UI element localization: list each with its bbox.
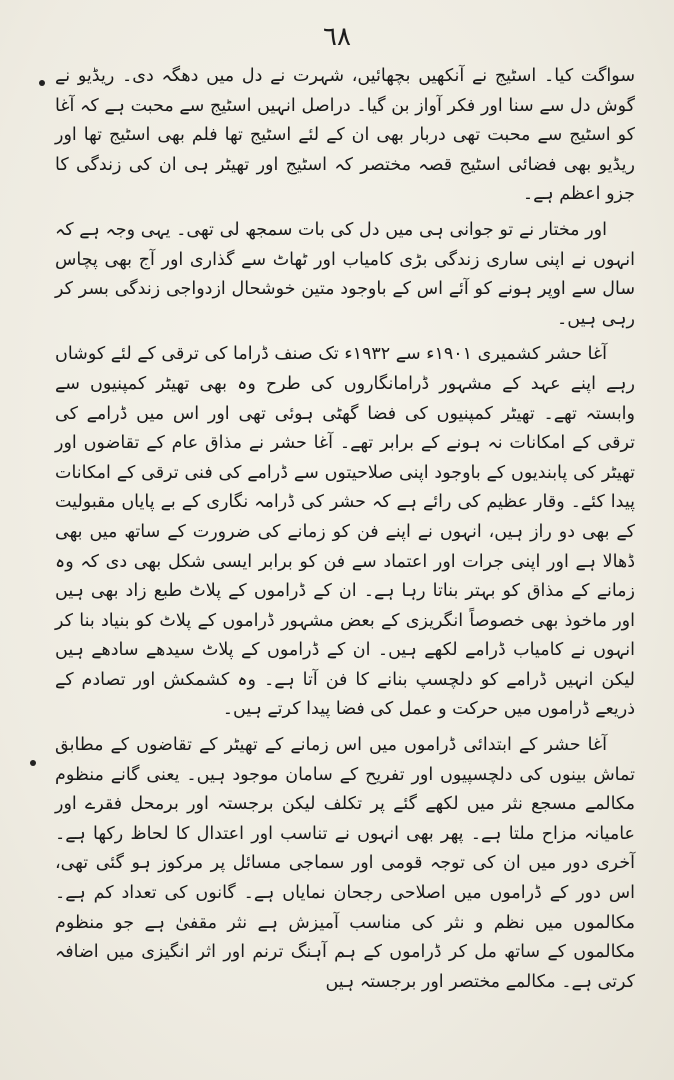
paragraph: اور مختار نے تو جوانی ہی میں دل کی بات سمجھ لی تھی۔ یہی وجہ ہے کہ انہوں نے اپنی ساری زندگی بڑی کامیاب اور ٹھاٹ سے گذاری اور آج بھی پچاس سال سے اوپر ہونے کو آئے اس کے باوجود متین خوشحال ازدواجی زندگی بسر کر رہی ہیں۔ (55, 219, 635, 329)
paragraph: آغا حشر کے ابتدائی ڈراموں میں اس زمانے کے تھیٹر کے تقاضوں کے مطابق تماش بینوں کی دلچسپیوں اور تفریح کے سامان موجود ہیں۔ یعنی گانے منظوم مکالمے مسجع نثر میں لکھے گئے پر تکلف لیکن برجستہ اور برمحل فقرے اور عامیانہ مزاح ملتا ہے۔ پھر بھی انہوں نے تناسب اور اعتدال کا لحاظ رکھا ہے۔ آخری دور میں ان کی توجہ قومی اور سماجی مسائل پر مرکوز ہو گئی تھی، اس دور کے ڈراموں میں اصلاحی رجحان نمایاں ہے۔ گانوں کی تعداد کم ہے۔ مکالموں میں نظم و نثر کی مناسب آمیزش ہے نثر مقفیٰ ہے جو منظوم مکالموں کے ساتھ مل کر ڈراموں کے ہم آہنگ ترنم اور اثر انگیزی میں اضافہ کرتی ہے۔ مکالمے مختصر اور برجستہ ہیں (55, 735, 635, 992)
page-number: ٦٨ (323, 22, 351, 52)
paragraph: آغا حشر کشمیری ۱۹۰۱ء سے ۱۹۳۲ء تک صنف ڈراما کی ترقی کے لئے کوشاں رہے اپنے عہد کے مشہور ڈرامانگاروں کی طرح وہ بھی تھیٹر کمپنیوں سے وابستہ تھے۔ تھیٹر کمپنیوں کی فضا گھٹی ہوئی تھی اور اس میں ڈرامے کی ترقی کے امکانات نہ ہونے کے برابر تھے۔ آغا حشر نے مذاق عام کے تقاضوں اور تھیٹر کی پابندیوں کے باوجود اپنی صلاحیتوں سے ڈرامے کی فنی ترقی کے امکانات پیدا کئے۔ وقار عظیم کی رائے ہے کہ حشر کی ڈرامہ نگاری کے بے پایاں مقبولیت کے بھی دو راز ہیں، انہوں نے اپنے فن کو زمانے کی ضرورت کے ساتھ میں بھی ڈھالا ہے اور اپنی جرات اور اعتماد سے فن کو برابر ایسی شکل بھی دی کہ وہ زمانے کے مذاق کو بہتر بناتا رہا ہے۔ ان کے ڈراموں کے پلاٹ طبع زاد بھی ہیں اور ماخوذ بھی خصوصاً انگریزی کے بعض مشہور ڈراموں کے پلاٹ کو بنیاد بنا کر انہوں نے کامیاب ڈرامے لکھے ہیں۔ ان کے ڈراموں کے پلاٹ سیدھے سادھے ہیں لیکن انہیں ڈرامے کو دلچسپ بنانے کا فن آتا ہے۔ وہ کشمکش اور تصادم کے ذریعے ڈراموں میں حرکت و عمل کی فضا پیدا کرتے ہیں۔ (55, 344, 635, 720)
margin-dot (39, 80, 45, 86)
urdu-body-text (55, 62, 635, 1003)
paragraph: سواگت کیا۔ اسٹیج نے آنکھیں بچھائیں، شہرت نے دل میں دھگہ دی۔ ریڈیو نے گوش دل سے سنا اور فکر آواز بن گیا۔ دراصل انہیں اسٹیج سے محبت ہے کہ آغا کو اسٹیج سے محبت تھی دربار بھی ان کے لئے اسٹیج تھا فلم بھی اسٹیج تھا اور ریڈیو بھی فضائی اسٹیج قصہ مختصر کہ اسٹیج اور تھیٹر ہی ان کی زندگی کا جزو اعظم ہے۔ (55, 66, 635, 205)
margin-dot (30, 760, 36, 766)
